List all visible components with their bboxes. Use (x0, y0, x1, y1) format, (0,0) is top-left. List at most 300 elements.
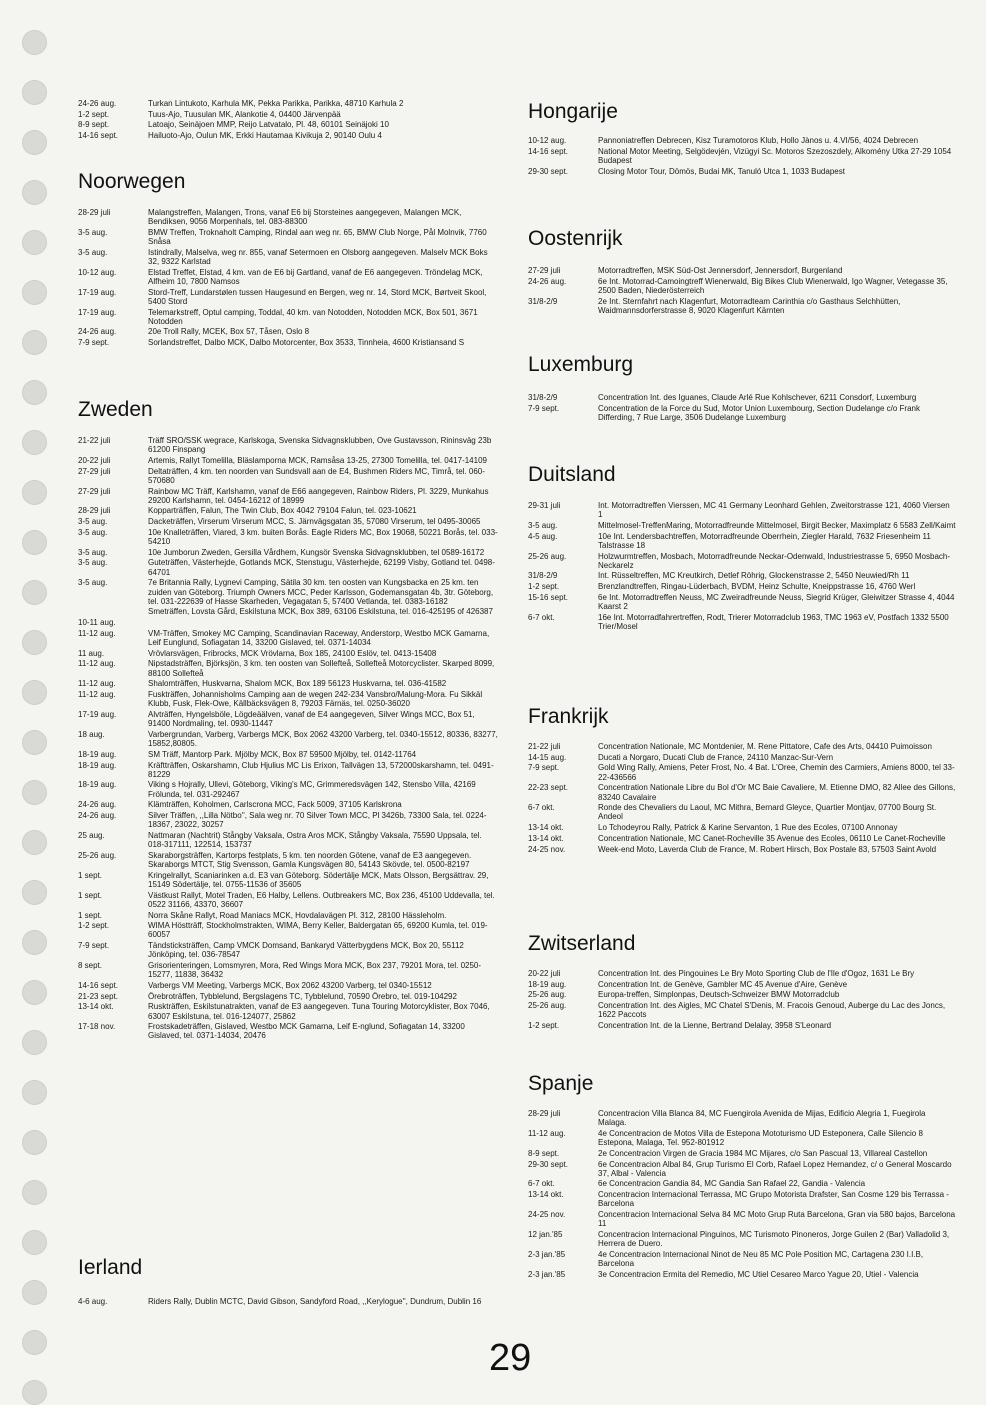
event-entry (528, 1270, 956, 1279)
event-date: 3-5 aug. (78, 517, 108, 527)
event-description: Nattmaran (Nachtrit) Stångby Vaksala, Ostra Aros MCK, Stångby Vaksala, 75590 Uppsala, tel. 018-317111, 122514, 153737 (148, 830, 482, 850)
binder-hole (22, 1280, 47, 1305)
event-description: 10e Knalleträffen, Viared, 3 km. buiten Borås. Eagle Riders MC, Box 19068, 50221 Borås, tel. 033-54210 (148, 527, 498, 547)
section-title: Noorwegen (78, 170, 186, 193)
event-description: Stord-Treff, Lundarstølen tussen Haugesund en Bergen, weg nr. 14, Stord MCK, Børtveit Skool, 5400 Stord (148, 287, 487, 306)
event-entry (528, 501, 956, 519)
binder-hole (22, 1230, 47, 1255)
event-description: Kopparträffen, Falun, The Twin Club, Box 4042 79104 Falun, tel. 023-10621 (148, 506, 417, 516)
entry-list (528, 1109, 956, 1280)
event-description: Vrövlarsvägen, Fribrocks, MCK Vrövlarna, Box 185, 24100 Eslöv, tel. 0413-15408 (148, 648, 437, 658)
binder-hole (22, 230, 47, 255)
event-date: 28-29 juli (78, 506, 111, 516)
event-date: 21-22 juli (78, 436, 111, 445)
event-date: 24-26 aug. (78, 811, 117, 821)
event-entry (78, 761, 498, 779)
event-description: 6e Int. Motorrad-Camoingtreff Wienerwald, Big Bikes Club Wienerwald, Igo Wagner, Vetegasse 35, 2500 Baden, Niederösterreich (598, 276, 948, 295)
event-entry (78, 517, 498, 526)
event-date: 1-2 sept. (78, 109, 110, 119)
event-date: 29-30 sept. (528, 166, 569, 176)
event-date: 2-3 jan.'85 (528, 1249, 566, 1259)
event-entry (528, 1210, 956, 1228)
binder-hole (22, 930, 47, 955)
entry-list (528, 742, 956, 855)
event-date: 1 sept. (78, 870, 103, 880)
event-entry (528, 613, 956, 631)
event-date: 3-5 aug. (78, 578, 108, 588)
event-date: 25-26 aug. (78, 850, 117, 860)
event-date: 17-19 aug. (78, 709, 117, 719)
event-entry (528, 803, 956, 821)
event-entry (78, 831, 498, 849)
event-description: Holzwurmtreffen, Mosbach, Motorradfreunde Neckar-Odenwald, Industriestrasse 5, 6950 Mosbach-Neckarelz (598, 551, 951, 570)
event-date: 8-9 sept. (528, 1148, 560, 1158)
event-description: Concentration de la Force du Sud, Motor Union Luxembourg, Section Dudelange c/o Frank Differding, 7 Rue Large, 3506 Dudelange Luxemburg (598, 403, 920, 422)
event-date: 1-2 sept. (528, 582, 560, 592)
event-date: 4-6 aug. (78, 1297, 108, 1306)
event-date: 7-9 sept. (528, 403, 560, 413)
event-entry (528, 266, 956, 275)
event-entry (78, 436, 498, 454)
section-title: Ierland (78, 1256, 143, 1279)
event-description: Pannoniatreffen Debrecen, Kisz Turamotoros Klub, Hollo Jànos u. 4.VI/56, 4024 Debrecen (598, 136, 919, 145)
event-description: Grisorienteringen, Lomsmyren, Mora, Red Wings Mora MCK, Box 237, 79201 Mora, tel. 0250-15277, 11838, 36432 (148, 961, 482, 980)
event-entry (78, 327, 498, 336)
event-entry (78, 607, 498, 616)
event-description: Shalomträffen, Huskvarna, Shalom MCK, Box 189 56123 Huskvarna, tel. 036-41582 (148, 679, 447, 689)
event-description: Concentration Nationale, MC Montdenier, M. Rene Pittatore, Cafe des Arts, 04410 Puimoisson (598, 742, 932, 751)
binder-hole (22, 1030, 47, 1055)
section-title: Duitsland (528, 463, 616, 486)
event-date: 18-19 aug. (78, 780, 117, 790)
event-date: 31/8-2/9 (528, 571, 558, 581)
event-date: 3-5 aug. (78, 547, 108, 557)
event-date: 10-12 aug. (528, 136, 567, 145)
section-title: Zweden (78, 398, 153, 421)
event-entry (78, 578, 498, 606)
section-oostenrijk (528, 227, 956, 315)
event-entry (78, 506, 498, 515)
event-description: 10e Int. Lendersbachtreffen, Motorradfreunde Oberrhein, Ziegler Harald, 7632 Friesenheim 11 Talstrasse 18 (598, 531, 931, 550)
event-description: 4e Concentracion Internacional Ninot de Neu 85 MC Pole Position MC, Cartagena 230 I.I.B, Barcelona (598, 1249, 924, 1269)
entry-list (528, 266, 956, 317)
binder-hole (22, 30, 47, 55)
binder-hole (22, 1330, 47, 1355)
event-entry (78, 338, 498, 347)
event-date: 1 sept. (78, 910, 103, 920)
event-date: 3-5 aug. (78, 247, 108, 257)
event-entry (78, 548, 498, 557)
event-entry (78, 921, 498, 939)
event-date: 11-12 aug. (78, 628, 116, 638)
event-description: Frostskadeträffen, Gislaved, Westbo MCK Gamarna, Leif E-nglund, Sofiagatan 14, 33200 Gislaved, tel. 0371-14034, 20476 (148, 1022, 465, 1041)
event-entry (78, 208, 498, 226)
event-description: Elstad Treffet, Elstad, 4 km. van de E6 bij Gartland, vanaf de E6 aangegeven. Tröndelag MCK, Alfheim 10, 7800 Namsos (148, 267, 483, 286)
event-entry (528, 136, 956, 145)
event-entry (78, 981, 498, 990)
binder-hole (22, 280, 47, 305)
event-date: 24-25 nov. (528, 1210, 566, 1220)
event-description: Artemis, Rallyt Tomelilla, Bläslamporna MCK, Ramsåsa 13-25, 27300 Tomelilla, tel. 0417-14109 (148, 455, 487, 465)
event-entry (528, 1149, 956, 1158)
event-description: 6e Concentracion Albal 84, Grup Turismo El Corb, Rafael Lopez Hernandez, c/ o General Moscardo 37, Albal - Valencia (598, 1159, 952, 1178)
event-entry (528, 1230, 956, 1248)
event-entry (78, 456, 498, 465)
event-entry (78, 871, 498, 889)
event-date: 31/8-2/9 (528, 296, 558, 306)
binder-hole (22, 680, 47, 705)
event-description: SM Träff, Mantorp Park. Mjölby MCK, Box 87 59500 Mjölby, tel. 0142-11764 (148, 749, 417, 759)
event-description: Alvträffen, Hyngelsböle, Lögdeäälven, vanaf de E4 aangegeven, Silver Wings MCC, Box 51, 91400 Nordmaling, tel. 0930-11447 (148, 709, 475, 729)
event-entry (528, 532, 956, 550)
binder-hole (22, 330, 47, 355)
binder-hole (22, 430, 47, 455)
event-entry (528, 1021, 956, 1030)
section-title: Oostenrijk (528, 227, 623, 250)
event-date: 18-19 aug. (528, 979, 567, 989)
event-date: 17-18 nov. (78, 1022, 116, 1032)
event-entry (528, 1160, 956, 1178)
event-description: Silver Träffen, ,,Lilla Nötbo'', Sala weg nr. 70 Silver Town MCC, Pl 3426b, 73300 Sala, tel. 0224-18367, 23022, 30257 (148, 811, 487, 830)
event-description: 2e Int. Sternfahrt nach Klagenfurt, Motorradteam Carinthia c/o Gasthaus Selchhütten, Waidmannsdorferstrasse 8, 9020 Klagenfurt Kärnten (598, 296, 901, 315)
event-description: Dacketräffen, Virserum Virserum MCC, S. Järnvägsgatan 35, 57080 Virserum, tel 0495-30065 (148, 517, 481, 527)
entry-list (78, 208, 498, 349)
event-description: Varbergs VM Meeting, Varbergs MCK, Box 2062 43200 Varberg, tel 0340-15512 (148, 980, 432, 990)
section-frankrijk (528, 705, 956, 854)
event-description: Smeträffen, Lovsta Gård, Eskilstuna MCK, Box 389, 63106 Eskilstuna, tel. 016-425195 of 426387 (148, 607, 493, 617)
event-description: Brenzlandtreffen, Ringau-Lüderbach, BVDM, Heinz Schulte, Kneippstrasse 16, 4760 Werl (598, 582, 916, 592)
event-date: 1 sept. (78, 890, 103, 900)
event-entry (78, 992, 498, 1001)
event-date: 8 sept. (78, 961, 103, 971)
event-description: Telemarkstreff, Optul camping, Toddal, 40 km. van Notodden, Notodden MCK, Box 501, 3671 Notodden (148, 307, 478, 326)
binder-hole (22, 130, 47, 155)
event-date: 24-26 aug. (78, 327, 117, 337)
event-date: 11-12 aug. (78, 690, 116, 700)
event-entry (528, 783, 956, 801)
event-description: Norra Skåne Rallyt, Road Maniacs MCK, Hovdalavägen Pl. 312, 28100 Hässleholm. (148, 910, 447, 920)
event-entry (78, 308, 498, 326)
event-description: VM-Träffen, Smokey MC Camping, Scandinavian Raceway, Anderstorp, Westbo MCK Gamarna, Leif Eunglund, Sofiagatan 14, 33200 Gislaved, tel. 0371-14034 (148, 628, 490, 648)
event-entry (528, 404, 956, 422)
event-date: 13-14 okt. (528, 823, 564, 833)
event-entry (78, 911, 498, 920)
event-description: Skaraborgsträffen, Kartorps festplats, 5 km. ten noorden Götene, vanaf de E3 aangegeven. Skaraborgs MTCT, Stig Svensson, Gamla Kungsvägen 80, 54143 Skövde, tel. 0500-82197 (148, 850, 472, 870)
event-date: 28-29 juli (528, 1109, 561, 1118)
event-date: 13-14 okt. (528, 1190, 564, 1200)
event-date: 8-9 sept. (78, 120, 110, 130)
event-description: Int. Rüsseltreffen, MC Kreutkirch, Detlef Röhrig, Glockenstrasse 2, 5450 Neuwied/Rh 11 (598, 571, 910, 581)
event-description: Klämträffen, Koholmen, Carlscrona MCC, Fack 5009, 37105 Karlskrona (148, 800, 402, 810)
event-entry (78, 248, 498, 266)
event-entry (78, 618, 498, 627)
event-description: Riders Rally, Dublin MCTC, David Gibson, Sandyford Road, ,,Kerylogue'', Dundrum, Dublin 16 (148, 1297, 482, 1306)
event-entry (78, 891, 498, 909)
binder-hole (22, 580, 47, 605)
event-description: BMW Treffen, Troknaholt Camping, Rindal aan weg nr. 65, BMW Club Norge, Pål Molnvik, 7760 Snåsa (148, 227, 487, 247)
event-description: Guteträffen, Västerhejde, Gotlands MCK, Stenstugu, Västerhejde, 62199 Visby, Gotland tel. 0498-64701 (148, 558, 495, 577)
event-date: 11 aug. (78, 648, 105, 658)
event-description: 7e Britannia Rally, Lygnevi Camping, Sätila 30 km. ten oosten van Kungsbacka en 25 km. ten zuiden van Göteborg. Triumph Owners MCC, Peder Karlsson, Godemansgatan 4b, 3tr. Göteborg, tel. 031-222639 of Hasse Skarheden, Vegagatan 5, 57400 Vetlanda, tel. 0383-16182 (148, 578, 494, 606)
event-entry (528, 1190, 956, 1208)
event-entry (78, 811, 498, 829)
event-description: Hailuoto-Ajo, Oulun MK, Erkki Hautamaa Kivikuja 2, 90140 Oulu 4 (148, 131, 382, 141)
event-date: 25-26 aug. (528, 1001, 567, 1011)
event-date: 24-26 aug. (78, 800, 117, 810)
event-description: 20e Troll Rally, MCEK, Box 57, Tåsen, Oslo 8 (148, 327, 310, 337)
event-entry (78, 710, 498, 728)
event-description: Turkan Lintukoto, Karhula MK, Pekka Parikka, Parikka, 48710 Karhula 2 (148, 99, 404, 108)
event-date: 3-5 aug. (528, 520, 558, 530)
event-description: Lo Tchodeyrou Rally, Patrick & Karine Servanton, 1 Rue des Ecoles, 07100 Annonay (598, 823, 898, 833)
event-date: 18-19 aug. (78, 760, 117, 770)
event-entry (78, 1022, 498, 1040)
event-description: Träff SRO/SSK wegrace, Karlskoga, Svenska Sidvagnsklubben, Ove Gustavsson, Rininsväg 23b 61200 Finspang (148, 436, 492, 455)
event-description: Malangstreffen, Malangen, Trons, vanaf E6 bij Storsteines aangegeven, Malangen MCK, Bendiksen, 9056 Morpenhals, tel. 083-88300 (148, 208, 462, 227)
event-description: Fuskträffen, Johannisholms Camping aan de wegen 242-234 Vansbro/Malung-Mora. Fu Sikkäl Klubb, Fusk, Flek-Owe, Källbäcksvägen 8, 79203 Färnäs, tel. 0250-36020 (148, 690, 483, 709)
event-description: Concentracion Internacional Selva 84 MC Moto Grup Ruta Barcelona, Gran via 580 bajos, Barcelona 11 (598, 1210, 956, 1229)
event-date: 25 aug. (78, 830, 105, 840)
section-ierland (78, 1256, 498, 1306)
event-entry (78, 1002, 498, 1020)
event-date: 2-3 jan.'85 (528, 1269, 566, 1279)
event-description: Örebroträffen, Tybblelund, Bergslagens TC, Tybblelund, 70590 Örebro, tel. 019-104292 (148, 991, 457, 1001)
event-date: 1-2 sept. (528, 1021, 560, 1031)
binder-hole (22, 730, 47, 755)
event-date: 20-22 juli (78, 455, 111, 465)
event-entry (528, 969, 956, 978)
event-date: 27-29 juli (528, 266, 561, 275)
event-entry (528, 1250, 956, 1268)
event-entry (528, 582, 956, 591)
event-entry (528, 763, 956, 781)
event-date: 6-7 okt. (528, 1179, 555, 1189)
event-description: 6e Concentracion Gandia 84, MC Gandia San Rafael 22, Gandia - Valencia (598, 1179, 866, 1189)
event-description: Concentracion Internacional Terrassa, MC Grupo Motorista Drafster, San Cosme 129 bis Terrassa - Barcelona (598, 1190, 949, 1209)
event-date: 31/8-2/9 (528, 393, 558, 402)
event-date: 29-30 sept. (528, 1159, 569, 1169)
entry-list (528, 393, 956, 424)
section-zwitserland (528, 932, 956, 1031)
event-entry (528, 521, 956, 530)
event-entry (528, 593, 956, 611)
event-entry (78, 528, 498, 546)
event-description: Nipstadsträffen, Björksjön, 3 km. ten oosten van Sollefteå, Sollefteå Motorcyclister. Skarped 8099, 88100 Sollefteå (148, 659, 495, 678)
event-description: Concentracion Villa Blanca 84, MC Fuengirola Avenida de Mijas, Edificio Alegria 1, Fuegirola Malaga. (598, 1109, 926, 1128)
event-date: 18 aug. (78, 729, 105, 739)
binder-hole (22, 1080, 47, 1105)
event-description: 4e Concentracion de Motos Villa de Estepona Mototurismo UD Esteponera, Calle Silencio 8 Estepona, Malaga, Tel. 952-801912 (598, 1128, 923, 1148)
event-date: 29-31 juli (528, 501, 561, 510)
event-date: 20-22 juli (528, 969, 561, 978)
event-description: Ruskträffen, Eskilstunatrakten, vanaf de E3 aangegeven. Tuna Touring Motorcyklister, Box 7046, 63007 Eskilstuna, tel. 016-124077, 25862 (148, 1002, 490, 1021)
event-entry (78, 558, 498, 576)
event-description: 3e Concentracion Ermita del Remedio, MC Utiel Cesareo Marco Yague 20, Utiel - Valencia (598, 1269, 919, 1279)
page-number: 29 (489, 1337, 532, 1379)
event-date: 14-16 sept. (78, 131, 119, 141)
event-entry (78, 487, 498, 505)
binder-hole (22, 1380, 47, 1405)
event-date: 10-12 aug. (78, 267, 117, 277)
entry-list (78, 99, 498, 142)
event-entry (528, 1129, 956, 1147)
binder-hole (22, 530, 47, 555)
event-entry (528, 167, 956, 176)
event-description: WIMA Höstträff, Stockholmstrakten, WIMA, Berry Keller, Baldergatan 65, 69200 Kumla, tel. 019-60057 (148, 921, 488, 940)
event-entry (528, 834, 956, 843)
event-date: 13-14 okt. (528, 833, 564, 843)
section-hongarije (528, 100, 956, 176)
event-entry (528, 753, 956, 762)
event-date: 11-12 aug. (78, 659, 116, 669)
event-entry (528, 742, 956, 751)
section-zweden (78, 398, 498, 1041)
binder-hole (22, 830, 47, 855)
event-entry (528, 552, 956, 570)
event-entry (78, 131, 498, 140)
event-entry (78, 780, 498, 798)
event-entry (528, 1001, 956, 1019)
event-entry (78, 1297, 498, 1306)
event-date (78, 607, 148, 616)
event-description: Sorlandstreffet, Dalbo MCK, Dalbo Motorcenter, Box 3533, Tinnheia, 4600 Kristiansand S (148, 338, 465, 348)
section-noorwegen (78, 170, 498, 348)
event-description: Deltaträffen, 4 km. ten noorden van Sundsvall aan de E4, Bushmen Riders MC, Timrå, tel. 060-570680 (148, 466, 485, 485)
event-date: 3-5 aug. (78, 527, 108, 537)
event-entry (78, 99, 498, 108)
event-date: 18-19 aug. (78, 749, 117, 759)
binder-hole (22, 880, 47, 905)
event-description: Tändsticksträffen, Camp VMCK Domsand, Bankaryd Vätterbygdens MCK, Box 20, 55112 Jönköping, tel. 036-78547 (148, 941, 464, 960)
event-entry (528, 297, 956, 315)
event-description: Motorradtreffen, MSK Süd-Ost Jennersdorf, Jennersdorf, Burgenland (598, 266, 843, 275)
event-entry (78, 659, 498, 677)
event-description: Rainbow MC Träff, Karlshamn, vanaf de E66 aangegeven, Rainbow Riders, Pl. 3229, Munkahus 29200 Karlshamn, tel. 0454-16212 of 18999 (148, 486, 489, 505)
event-description: Concentration Nationale Libre du Bol d'Or MC Baie Cavaliere, M. Etienne DMO, 82 Allee des Gillons, 83240 Cavalaire (598, 783, 956, 802)
event-entry (78, 288, 498, 306)
event-description: Ducati a Norgaro, Ducati Club de France, 24110 Manzac-Sur-Vern (598, 752, 834, 762)
binder-hole (22, 980, 47, 1005)
event-entry (78, 467, 498, 485)
event-date: 24-25 nov. (528, 844, 566, 854)
event-description: Europa-treffen, Simplonpas, Deutsch-Schweizer BMW Motorradclub (598, 990, 840, 1000)
section-spanje (528, 1072, 956, 1279)
event-date: 17-19 aug. (78, 307, 117, 317)
event-entry (528, 1109, 956, 1127)
event-description: 16e Int. Motorradfahrertreffen, Rodt, Trierer Motorradclub 1963, TMC 1963 eV, Postfach 1332 5500 Trier/Mosel (598, 612, 949, 631)
section-title: Spanje (528, 1072, 594, 1095)
entry-list (528, 501, 956, 633)
event-description: Kringelrallyt, Scaniarinken a.d. E3 van Göteborg. Södertälje MCK, Mats Olsson, Bergsättrav. 29, 15149 Södertälje, tel. 0755-11536 of 35605 (148, 870, 489, 889)
event-description: Concentration Int. des Pingouines Le Bry Moto Sporting Club de l'Ile d'Ogoz, 1631 Le Bry (598, 969, 915, 978)
event-entry (78, 268, 498, 286)
event-description: Concentration Int. des Iguanes, Claude Arlé Rue Kohlschever, 6211 Consdorf, Luxemburg (598, 393, 917, 402)
section-title: Luxemburg (528, 353, 634, 376)
event-date: 21-23 sept. (78, 991, 119, 1001)
event-entry (528, 571, 956, 580)
event-description: Concentration Int. de Genève, Gambler MC 45 Avenue d'Aire, Genève (598, 979, 848, 989)
entry-list (78, 1297, 498, 1308)
event-description: 10e Jumborun Zweden, Gersilla Vårdhem, Kungsör Svenska Sidvagnsklubben, tel 0589-16172 (148, 547, 485, 557)
event-description: Concentration Int. de la Lienne, Bertrand Delalay, 3958 S'Leonard (598, 1021, 832, 1031)
event-entry (78, 941, 498, 959)
binder-holes (22, 30, 50, 1402)
binder-hole (22, 180, 47, 205)
event-description: Concentration Nationale, MC Canet-Rocheville 35 Avenue des Ecoles, 06110 Le Canet-Rocheville (598, 833, 946, 843)
event-description (148, 618, 498, 627)
event-description: Latoajo, Seinäjoen MMP, Reijo Latvatalo, Pl. 48, 60101 Seinäjoki 10 (148, 120, 389, 130)
section-title: Frankrijk (528, 705, 609, 728)
entry-list (528, 136, 956, 177)
event-date: 3-5 aug. (78, 227, 108, 237)
event-entry (528, 990, 956, 999)
event-entry (78, 629, 498, 647)
event-description: Gold Wing Rally, Amiens, Peter Frost, No. 4 Bat. L'Oree, Chemin des Carmiers, Amiens 8000, tel 33-22-436566 (598, 763, 955, 782)
event-entry (78, 800, 498, 809)
binder-hole (22, 630, 47, 655)
binder-hole (22, 80, 47, 105)
event-date: 4-5 aug. (528, 531, 558, 541)
event-date: 15-16 sept. (528, 592, 569, 602)
event-date: 11-12 aug. (78, 679, 116, 689)
binder-hole (22, 1130, 47, 1155)
section-duitsland (528, 463, 956, 631)
event-date: 14-16 sept. (78, 980, 119, 990)
section-luxemburg (528, 353, 956, 422)
event-description: National Motor Meeting, Selgödevjén, Vizügyi Sc. Motoros Szezoszdely, Alkomény Utka 27-29 1054 Budapest (598, 146, 952, 165)
event-date: 25-26 aug. (528, 551, 567, 561)
event-date: 12 jan.'85 (528, 1229, 563, 1239)
event-description: Varbergrundan, Varberg, Varbergs MCK, Box 2062 43200 Varberg, tel. 0340-15512, 80336, 83277, 15852,80805. (148, 729, 498, 749)
event-description: 6e Int. Motorradtreffen Neuss, MC Zweiradfreunde Neuss, Siegrid Krüger, Gleiwitzer Strasse 4, 4044 Kaarst 2 (598, 592, 955, 612)
event-date: 28-29 juli (78, 208, 111, 217)
event-date: 17-19 aug. (78, 287, 117, 297)
event-description: Concentracion Internacional Pinguinos, MC Turismoto Pinoneros, Jorge Guilen 2 (Bar) Valladolid 3, Herrera de Duero. (598, 1229, 950, 1249)
event-date: 24-26 aug. (78, 99, 117, 108)
event-entry (78, 649, 498, 658)
event-description: Kräftträffen, Oskarshamn, Club Hjulius MC Lis Erixon, Tallvägen 13, 572000skarshamn, tel. 0491-81229 (148, 760, 494, 779)
event-date: 24-26 aug. (528, 276, 567, 286)
event-date: 21-22 juli (528, 742, 561, 751)
event-date: 11-12 aug. (528, 1128, 566, 1138)
event-entry (528, 1179, 956, 1188)
event-description: Closing Motor Tour, Dömös, Budai MK, Tanuló Utca 1, 1033 Budapest (598, 166, 845, 176)
event-description: Mittelmosel-TreffenMaring, Motorradfreunde Mittelmosel, Birgit Becker, Maximplatz 6 5583 Zell/Kaimt (598, 520, 956, 530)
event-date: 25-26 aug. (528, 990, 567, 1000)
event-entry (78, 110, 498, 119)
binder-hole (22, 480, 47, 505)
event-entry (528, 147, 956, 165)
event-description: Istindrally, Malselva, weg nr. 855, vanaf Setermoen en Olsborg aangegeven. Malselv MCK Boks 32, 9322 Karlstad (148, 247, 488, 267)
event-description: Ronde des Chevaliers du Laoul, MC Mithra, Bernard Gleyce, Quartier Montjav, 07700 Bourg St. Andeol (598, 803, 937, 822)
section-title: Hongarije (528, 100, 618, 123)
section-title: Zwitserland (528, 932, 636, 955)
event-date: 27-29 juli (78, 466, 111, 476)
event-date: 10-11 aug. (78, 618, 116, 628)
event-description: Int. Motorradtreffen Vierssen, MC 41 Germany Leonhard Gehlen, Zweitorstrasse 121, 4060 Viersen 1 (598, 501, 950, 520)
entry-list (528, 969, 956, 1032)
event-entry (528, 980, 956, 989)
event-date: 13-14 okt. (78, 1002, 114, 1012)
event-date: 1-2 sept. (78, 921, 110, 931)
event-entry (78, 730, 498, 748)
event-entry (78, 679, 498, 688)
binder-hole (22, 1180, 47, 1205)
entry-list (78, 436, 498, 1042)
event-entry (78, 961, 498, 979)
event-date: 14-16 sept. (528, 146, 569, 156)
event-entry (78, 228, 498, 246)
